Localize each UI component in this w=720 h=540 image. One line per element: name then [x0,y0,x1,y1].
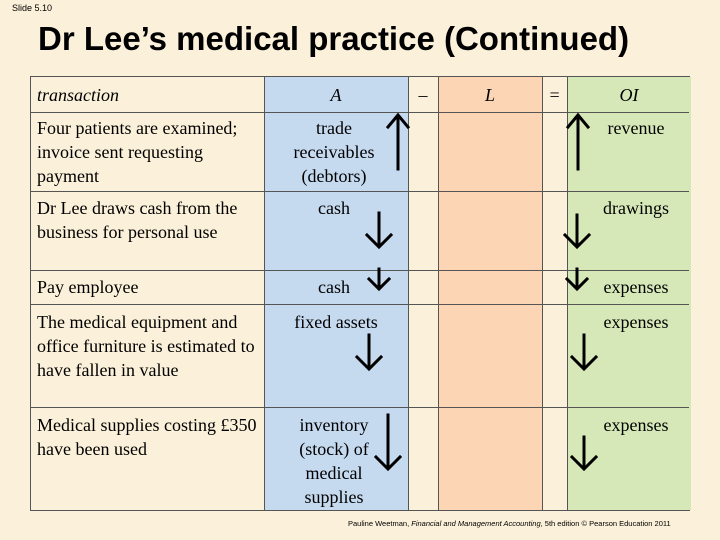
footer-book-title: Financial and Management Accounting [411,519,541,528]
row-3-transaction: Pay employee [37,277,139,297]
row-3-oi: expenses [603,277,669,297]
row-2-transaction: Dr Lee draws cash from the business for personal use [37,198,238,242]
copyright-footer [348,519,671,528]
row-4-transaction: The medical equipment and office furniture is estimated to have fallen in value [37,312,255,380]
row-4-assets: fixed assets [294,312,378,332]
row-5-transaction: Medical supplies costing £350 have been used [37,415,257,459]
arrow-down-icon [572,335,596,369]
row-2-oi: drawings [603,198,669,218]
header-equals: = [548,85,561,105]
arrow-down-icon [565,215,589,247]
arrow-down-icon [367,213,391,247]
arrow-down-icon [369,269,389,289]
row-5-oi: expenses [603,415,669,435]
movement-arrows [31,77,691,512]
footer-author: Pauline Weetman, [348,519,412,528]
row-1-oi: revenue [607,118,665,138]
arrow-up-icon [388,115,408,169]
header-liabilities: L [484,85,495,105]
arrow-down-icon [567,269,587,289]
row-2-assets: cash [318,198,350,218]
arrow-down-icon [572,437,596,469]
arrow-down-icon [357,335,381,369]
page-title: Dr Lee’s medical practice (Continued) [38,20,630,57]
row-5-assets: inventory (stock) of medical supplies [299,415,369,507]
header-assets: A [330,85,342,105]
arrow-up-icon [568,115,588,169]
header-minus: – [418,85,428,105]
slide-number: Slide 5.10 [12,3,53,13]
row-1-assets: trade receivables (debtors) [293,118,375,186]
accounting-equation-table [30,76,690,511]
row-3-assets: cash [318,277,350,297]
row-4-oi: expenses [603,312,669,332]
arrow-down-icon [376,415,400,469]
header-owners-interest: OI [619,85,639,105]
row-1-transaction: Four patients are examined; invoice sent requesting payment [37,118,238,186]
header-transaction: transaction [37,85,120,105]
footer-edition: , 5th edition © Pearson Education 2011 [540,519,671,528]
